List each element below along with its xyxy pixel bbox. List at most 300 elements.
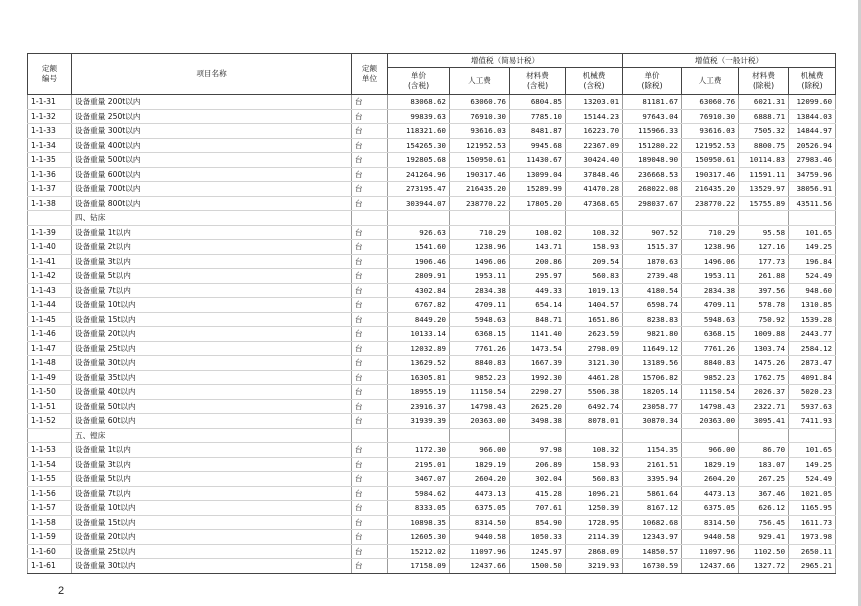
simple-material-value: 8481.87 xyxy=(510,124,566,139)
item-name: 设备重量 1t以内 xyxy=(72,443,352,458)
simple-machine-value: 1250.39 xyxy=(566,501,623,516)
quota-unit: 台 xyxy=(352,530,388,545)
general-machine-value: 2965.21 xyxy=(789,559,836,574)
general-material-value: 6888.71 xyxy=(739,109,789,124)
quota-code: 1-1-47 xyxy=(28,341,72,356)
quota-unit: 台 xyxy=(352,167,388,182)
quota-code: 1-1-59 xyxy=(28,530,72,545)
simple-material-value: 295.97 xyxy=(510,269,566,284)
quota-unit: 台 xyxy=(352,283,388,298)
quota-unit: 台 xyxy=(352,559,388,574)
quota-unit: 台 xyxy=(352,298,388,313)
header-simple-material: 材料费 (含税) xyxy=(510,68,566,95)
header-general-material: 材料费 (除税) xyxy=(739,68,789,95)
simple-price-value: 6767.82 xyxy=(388,298,450,313)
table-row xyxy=(28,515,836,530)
quota-code: 1-1-57 xyxy=(28,501,72,516)
simple-material-value: 1992.30 xyxy=(510,370,566,385)
quota-code: 1-1-46 xyxy=(28,327,72,342)
quota-code: 1-1-41 xyxy=(28,254,72,269)
general-price-value: 907.52 xyxy=(623,225,682,240)
table-row xyxy=(28,283,836,298)
table-row xyxy=(28,312,836,327)
table-row xyxy=(28,254,836,269)
empty-cell xyxy=(510,211,566,226)
table-row xyxy=(28,472,836,487)
general-price-value: 3395.94 xyxy=(623,472,682,487)
empty-cell xyxy=(789,211,836,226)
quota-unit: 台 xyxy=(352,124,388,139)
table-row xyxy=(28,109,836,124)
general-labor-value: 7761.26 xyxy=(682,341,739,356)
simple-labor-value: 9852.23 xyxy=(450,370,510,385)
general-material-value: 267.25 xyxy=(739,472,789,487)
table-row xyxy=(28,240,836,255)
general-labor-value: 2834.38 xyxy=(682,283,739,298)
table-row xyxy=(28,486,836,501)
general-machine-value: 196.84 xyxy=(789,254,836,269)
simple-machine-value: 158.93 xyxy=(566,457,623,472)
empty-cell xyxy=(450,428,510,443)
item-name: 设备重量 25t以内 xyxy=(72,341,352,356)
general-labor-value: 216435.20 xyxy=(682,182,739,197)
simple-price-value: 926.63 xyxy=(388,225,450,240)
simple-labor-value: 6375.05 xyxy=(450,501,510,516)
simple-machine-value: 16223.70 xyxy=(566,124,623,139)
general-material-value: 750.92 xyxy=(739,312,789,327)
simple-material-value: 654.14 xyxy=(510,298,566,313)
simple-labor-value: 2604.20 xyxy=(450,472,510,487)
table-row xyxy=(28,530,836,545)
empty-cell xyxy=(682,428,739,443)
table-row xyxy=(28,544,836,559)
empty-cell xyxy=(566,428,623,443)
simple-price-value: 99839.63 xyxy=(388,109,450,124)
simple-machine-value: 2623.59 xyxy=(566,327,623,342)
simple-machine-value: 560.83 xyxy=(566,269,623,284)
table-row xyxy=(28,341,836,356)
simple-labor-value: 7761.26 xyxy=(450,341,510,356)
general-labor-value: 4473.13 xyxy=(682,486,739,501)
table-row xyxy=(28,399,836,414)
quota-unit: 台 xyxy=(352,472,388,487)
general-labor-value: 190317.46 xyxy=(682,167,739,182)
section-row xyxy=(28,428,836,443)
empty-cell xyxy=(388,211,450,226)
header-unit: 定额 单位 xyxy=(352,54,388,95)
simple-price-value: 1906.46 xyxy=(388,254,450,269)
table-row xyxy=(28,501,836,516)
general-machine-value: 34759.96 xyxy=(789,167,836,182)
general-material-value: 397.56 xyxy=(739,283,789,298)
quota-unit: 台 xyxy=(352,515,388,530)
simple-labor-value: 4473.13 xyxy=(450,486,510,501)
item-name: 设备重量 7t以内 xyxy=(72,283,352,298)
simple-material-value: 1141.40 xyxy=(510,327,566,342)
simple-material-value: 15289.99 xyxy=(510,182,566,197)
general-labor-value: 1496.06 xyxy=(682,254,739,269)
simple-machine-value: 1651.86 xyxy=(566,312,623,327)
simple-material-value: 854.90 xyxy=(510,515,566,530)
item-name: 设备重量 2t以内 xyxy=(72,240,352,255)
simple-labor-value: 238770.22 xyxy=(450,196,510,211)
quota-unit: 台 xyxy=(352,414,388,429)
item-name: 设备重量 700t以内 xyxy=(72,182,352,197)
item-name: 设备重量 20t以内 xyxy=(72,327,352,342)
general-material-value: 1303.74 xyxy=(739,341,789,356)
general-material-value: 1762.75 xyxy=(739,370,789,385)
general-price-value: 268022.08 xyxy=(623,182,682,197)
general-price-value: 1870.63 xyxy=(623,254,682,269)
quota-code: 1-1-32 xyxy=(28,109,72,124)
general-machine-value: 149.25 xyxy=(789,457,836,472)
general-machine-value: 2873.47 xyxy=(789,356,836,371)
simple-labor-value: 1953.11 xyxy=(450,269,510,284)
quota-unit: 台 xyxy=(352,544,388,559)
simple-labor-value: 8840.83 xyxy=(450,356,510,371)
general-machine-value: 12099.60 xyxy=(789,95,836,110)
header-name: 项目名称 xyxy=(72,54,352,95)
section-code-cell xyxy=(28,211,72,226)
simple-material-value: 11430.67 xyxy=(510,153,566,168)
simple-labor-value: 20363.00 xyxy=(450,414,510,429)
simple-material-value: 1500.50 xyxy=(510,559,566,574)
simple-price-value: 154265.30 xyxy=(388,138,450,153)
general-machine-value: 149.25 xyxy=(789,240,836,255)
table-row xyxy=(28,298,836,313)
quota-unit: 台 xyxy=(352,254,388,269)
simple-price-value: 5984.62 xyxy=(388,486,450,501)
general-material-value: 11591.11 xyxy=(739,167,789,182)
quota-code: 1-1-36 xyxy=(28,167,72,182)
page-number: 2 xyxy=(58,585,65,597)
table-row xyxy=(28,269,836,284)
general-price-value: 151280.22 xyxy=(623,138,682,153)
item-name: 设备重量 400t以内 xyxy=(72,138,352,153)
simple-material-value: 7785.10 xyxy=(510,109,566,124)
simple-price-value: 10898.35 xyxy=(388,515,450,530)
general-material-value: 578.78 xyxy=(739,298,789,313)
section-title: 五、镗床 xyxy=(72,428,352,443)
simple-machine-value: 5506.38 xyxy=(566,385,623,400)
table-row xyxy=(28,457,836,472)
empty-cell xyxy=(510,428,566,443)
general-labor-value: 6368.15 xyxy=(682,327,739,342)
general-machine-value: 38056.91 xyxy=(789,182,836,197)
simple-material-value: 3498.38 xyxy=(510,414,566,429)
simple-machine-value: 1728.95 xyxy=(566,515,623,530)
simple-labor-value: 76910.30 xyxy=(450,109,510,124)
simple-machine-value: 1019.13 xyxy=(566,283,623,298)
item-name: 设备重量 200t以内 xyxy=(72,95,352,110)
header-code: 定额 编号 xyxy=(28,54,72,95)
general-material-value: 127.16 xyxy=(739,240,789,255)
section-row xyxy=(28,211,836,226)
general-price-value: 2161.51 xyxy=(623,457,682,472)
quota-unit: 台 xyxy=(352,138,388,153)
general-price-value: 81181.67 xyxy=(623,95,682,110)
simple-labor-value: 93616.03 xyxy=(450,124,510,139)
simple-labor-value: 966.00 xyxy=(450,443,510,458)
general-labor-value: 9852.23 xyxy=(682,370,739,385)
simple-machine-value: 8078.01 xyxy=(566,414,623,429)
simple-machine-value: 47368.65 xyxy=(566,196,623,211)
simple-labor-value: 8314.50 xyxy=(450,515,510,530)
general-material-value: 6021.31 xyxy=(739,95,789,110)
simple-material-value: 2290.27 xyxy=(510,385,566,400)
quota-unit: 台 xyxy=(352,399,388,414)
general-machine-value: 43511.56 xyxy=(789,196,836,211)
item-name: 设备重量 5t以内 xyxy=(72,472,352,487)
quota-code: 1-1-48 xyxy=(28,356,72,371)
quota-unit: 台 xyxy=(352,312,388,327)
general-material-value: 7505.32 xyxy=(739,124,789,139)
simple-price-value: 8449.20 xyxy=(388,312,450,327)
item-name: 设备重量 10t以内 xyxy=(72,298,352,313)
simple-labor-value: 121952.53 xyxy=(450,138,510,153)
general-machine-value: 101.65 xyxy=(789,443,836,458)
header-group-simple-tax: 增值税（简易计税） xyxy=(388,54,623,68)
quota-code: 1-1-37 xyxy=(28,182,72,197)
simple-material-value: 302.04 xyxy=(510,472,566,487)
header-simple-machine: 机械费 (含税) xyxy=(566,68,623,95)
general-machine-value: 4091.84 xyxy=(789,370,836,385)
general-price-value: 10682.68 xyxy=(623,515,682,530)
empty-cell xyxy=(739,211,789,226)
simple-machine-value: 3219.93 xyxy=(566,559,623,574)
general-machine-value: 1611.73 xyxy=(789,515,836,530)
quota-unit: 台 xyxy=(352,356,388,371)
general-machine-value: 524.49 xyxy=(789,269,836,284)
general-price-value: 1154.35 xyxy=(623,443,682,458)
table-row xyxy=(28,95,836,110)
general-price-value: 6598.74 xyxy=(623,298,682,313)
general-labor-value: 8840.83 xyxy=(682,356,739,371)
quota-unit: 台 xyxy=(352,182,388,197)
general-material-value: 10114.83 xyxy=(739,153,789,168)
header-simple-price: 单价 (含税) xyxy=(388,68,450,95)
quota-unit: 台 xyxy=(352,269,388,284)
simple-price-value: 83068.62 xyxy=(388,95,450,110)
general-material-value: 626.12 xyxy=(739,501,789,516)
general-material-value: 13529.97 xyxy=(739,182,789,197)
general-labor-value: 11097.96 xyxy=(682,544,739,559)
simple-machine-value: 15144.23 xyxy=(566,109,623,124)
item-name: 设备重量 250t以内 xyxy=(72,109,352,124)
item-name: 设备重量 5t以内 xyxy=(72,269,352,284)
general-price-value: 298037.67 xyxy=(623,196,682,211)
simple-price-value: 8333.05 xyxy=(388,501,450,516)
item-name: 设备重量 35t以内 xyxy=(72,370,352,385)
general-price-value: 13189.56 xyxy=(623,356,682,371)
general-price-value: 23058.77 xyxy=(623,399,682,414)
general-labor-value: 238770.22 xyxy=(682,196,739,211)
quota-code: 1-1-53 xyxy=(28,443,72,458)
table-row xyxy=(28,182,836,197)
general-price-value: 2739.48 xyxy=(623,269,682,284)
simple-price-value: 12032.89 xyxy=(388,341,450,356)
general-machine-value: 7411.93 xyxy=(789,414,836,429)
quota-unit: 台 xyxy=(352,385,388,400)
item-name: 设备重量 300t以内 xyxy=(72,124,352,139)
item-name: 设备重量 60t以内 xyxy=(72,414,352,429)
simple-labor-value: 11150.54 xyxy=(450,385,510,400)
simple-price-value: 4302.84 xyxy=(388,283,450,298)
quota-code: 1-1-55 xyxy=(28,472,72,487)
general-machine-value: 524.49 xyxy=(789,472,836,487)
general-labor-value: 6375.05 xyxy=(682,501,739,516)
simple-labor-value: 150950.61 xyxy=(450,153,510,168)
general-price-value: 11649.12 xyxy=(623,341,682,356)
item-name: 设备重量 3t以内 xyxy=(72,254,352,269)
quota-code: 1-1-54 xyxy=(28,457,72,472)
simple-material-value: 449.33 xyxy=(510,283,566,298)
simple-labor-value: 1238.96 xyxy=(450,240,510,255)
simple-price-value: 273195.47 xyxy=(388,182,450,197)
quota-code: 1-1-45 xyxy=(28,312,72,327)
general-price-value: 1515.37 xyxy=(623,240,682,255)
simple-material-value: 1473.54 xyxy=(510,341,566,356)
general-material-value: 2026.37 xyxy=(739,385,789,400)
general-labor-value: 1829.19 xyxy=(682,457,739,472)
quota-code: 1-1-34 xyxy=(28,138,72,153)
quota-unit: 台 xyxy=(352,240,388,255)
simple-machine-value: 108.32 xyxy=(566,443,623,458)
general-material-value: 1009.88 xyxy=(739,327,789,342)
item-name: 设备重量 800t以内 xyxy=(72,196,352,211)
quota-unit: 台 xyxy=(352,486,388,501)
empty-cell xyxy=(623,428,682,443)
simple-machine-value: 1096.21 xyxy=(566,486,623,501)
empty-cell xyxy=(789,428,836,443)
simple-machine-value: 158.93 xyxy=(566,240,623,255)
simple-price-value: 18955.19 xyxy=(388,385,450,400)
simple-material-value: 415.28 xyxy=(510,486,566,501)
simple-price-value: 23916.37 xyxy=(388,399,450,414)
header-general-labor: 人工费 xyxy=(682,68,739,95)
simple-price-value: 1172.30 xyxy=(388,443,450,458)
general-labor-value: 2604.20 xyxy=(682,472,739,487)
item-name: 设备重量 10t以内 xyxy=(72,501,352,516)
general-machine-value: 5020.23 xyxy=(789,385,836,400)
table-body xyxy=(28,95,836,574)
general-labor-value: 1953.11 xyxy=(682,269,739,284)
general-price-value: 15706.82 xyxy=(623,370,682,385)
general-machine-value: 5937.63 xyxy=(789,399,836,414)
general-labor-value: 11150.54 xyxy=(682,385,739,400)
quota-unit: 台 xyxy=(352,341,388,356)
simple-machine-value: 41470.28 xyxy=(566,182,623,197)
item-name: 设备重量 1t以内 xyxy=(72,225,352,240)
general-machine-value: 1973.98 xyxy=(789,530,836,545)
simple-material-value: 143.71 xyxy=(510,240,566,255)
item-name: 设备重量 500t以内 xyxy=(72,153,352,168)
general-material-value: 1475.26 xyxy=(739,356,789,371)
general-machine-value: 2650.11 xyxy=(789,544,836,559)
simple-price-value: 192805.68 xyxy=(388,153,450,168)
empty-cell xyxy=(388,428,450,443)
simple-labor-value: 14798.43 xyxy=(450,399,510,414)
simple-labor-value: 5948.63 xyxy=(450,312,510,327)
general-price-value: 115966.33 xyxy=(623,124,682,139)
simple-material-value: 1245.97 xyxy=(510,544,566,559)
general-machine-value: 1310.85 xyxy=(789,298,836,313)
simple-machine-value: 3121.30 xyxy=(566,356,623,371)
empty-cell xyxy=(450,211,510,226)
general-labor-value: 8314.50 xyxy=(682,515,739,530)
simple-material-value: 1667.39 xyxy=(510,356,566,371)
simple-machine-value: 2114.39 xyxy=(566,530,623,545)
general-labor-value: 966.00 xyxy=(682,443,739,458)
quota-code: 1-1-31 xyxy=(28,95,72,110)
item-name: 设备重量 30t以内 xyxy=(72,559,352,574)
quota-code: 1-1-56 xyxy=(28,486,72,501)
item-name: 设备重量 20t以内 xyxy=(72,530,352,545)
quota-code: 1-1-49 xyxy=(28,370,72,385)
general-labor-value: 63060.76 xyxy=(682,95,739,110)
general-machine-value: 2584.12 xyxy=(789,341,836,356)
item-name: 设备重量 3t以内 xyxy=(72,457,352,472)
general-machine-value: 13844.03 xyxy=(789,109,836,124)
table-row xyxy=(28,443,836,458)
quota-code: 1-1-44 xyxy=(28,298,72,313)
general-labor-value: 150950.61 xyxy=(682,153,739,168)
table-row xyxy=(28,370,836,385)
general-price-value: 18205.14 xyxy=(623,385,682,400)
simple-machine-value: 209.54 xyxy=(566,254,623,269)
header-group-general-tax: 增值税（一般计税） xyxy=(623,54,836,68)
general-labor-value: 14798.43 xyxy=(682,399,739,414)
quota-code: 1-1-51 xyxy=(28,399,72,414)
simple-labor-value: 11097.96 xyxy=(450,544,510,559)
simple-price-value: 15212.02 xyxy=(388,544,450,559)
simple-labor-value: 12437.66 xyxy=(450,559,510,574)
item-name: 设备重量 15t以内 xyxy=(72,312,352,327)
simple-price-value: 31939.39 xyxy=(388,414,450,429)
table-row xyxy=(28,385,836,400)
quota-code: 1-1-58 xyxy=(28,515,72,530)
empty-cell xyxy=(352,211,388,226)
general-labor-value: 4709.11 xyxy=(682,298,739,313)
header-simple-labor: 人工费 xyxy=(450,68,510,95)
general-labor-value: 5948.63 xyxy=(682,312,739,327)
quota-code: 1-1-42 xyxy=(28,269,72,284)
simple-price-value: 1541.60 xyxy=(388,240,450,255)
general-price-value: 236668.53 xyxy=(623,167,682,182)
simple-material-value: 200.86 xyxy=(510,254,566,269)
simple-price-value: 303944.07 xyxy=(388,196,450,211)
simple-labor-value: 190317.46 xyxy=(450,167,510,182)
simple-labor-value: 710.29 xyxy=(450,225,510,240)
general-material-value: 2322.71 xyxy=(739,399,789,414)
general-price-value: 8167.12 xyxy=(623,501,682,516)
simple-machine-value: 2868.09 xyxy=(566,544,623,559)
simple-material-value: 17805.20 xyxy=(510,196,566,211)
simple-labor-value: 4709.11 xyxy=(450,298,510,313)
quota-unit: 台 xyxy=(352,457,388,472)
simple-price-value: 16305.81 xyxy=(388,370,450,385)
table-row xyxy=(28,327,836,342)
general-material-value: 95.58 xyxy=(739,225,789,240)
simple-price-value: 10133.14 xyxy=(388,327,450,342)
general-price-value: 12343.97 xyxy=(623,530,682,545)
simple-price-value: 13629.52 xyxy=(388,356,450,371)
quota-unit: 台 xyxy=(352,95,388,110)
general-labor-value: 121952.53 xyxy=(682,138,739,153)
general-labor-value: 20363.00 xyxy=(682,414,739,429)
table-header xyxy=(28,54,836,95)
simple-machine-value: 6492.74 xyxy=(566,399,623,414)
